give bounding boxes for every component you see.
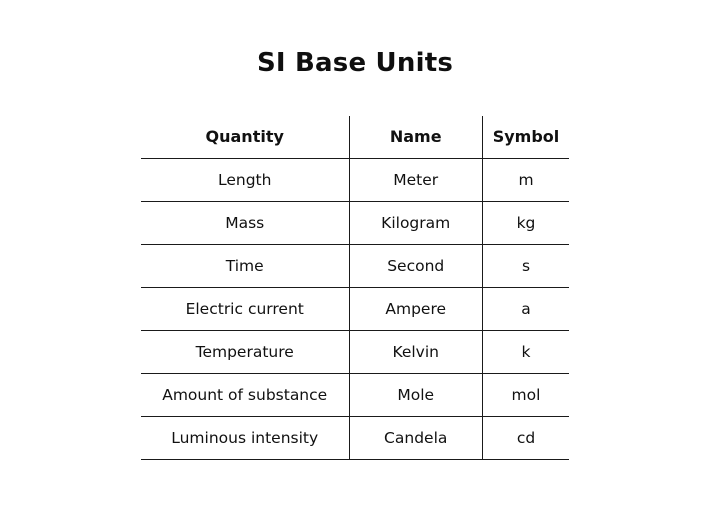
cell-name-text: Second — [387, 257, 445, 275]
cell-name-text: Candela — [384, 429, 448, 447]
cell-name-text: Ampere — [385, 300, 447, 318]
cell-name — [349, 245, 482, 288]
cell-symbol — [482, 374, 569, 417]
page-title: SI Base Units — [256, 48, 453, 78]
cell-quantity — [141, 288, 350, 331]
cell-symbol-text: mol — [511, 386, 541, 404]
cell-symbol-text: k — [521, 343, 531, 361]
cell-symbol — [482, 202, 569, 245]
table-row — [141, 202, 570, 245]
cell-symbol-text: m — [518, 171, 534, 189]
cell-quantity-text: Amount of substance — [162, 386, 328, 404]
cell-symbol — [482, 159, 569, 202]
cell-name-text: Meter — [393, 171, 439, 189]
table-header — [141, 116, 570, 159]
cell-quantity — [141, 374, 350, 417]
cell-symbol-text: a — [521, 300, 531, 318]
column-header-name-label: Name — [389, 127, 442, 146]
cell-quantity — [141, 202, 350, 245]
table-header-row — [141, 116, 570, 159]
cell-symbol-text: kg — [516, 214, 536, 232]
cell-name-text: Kilogram — [381, 214, 451, 232]
cell-symbol-text: cd — [516, 429, 536, 447]
cell-name-text: Kelvin — [392, 343, 439, 361]
cell-symbol — [482, 417, 569, 460]
cell-name — [349, 331, 482, 374]
cell-quantity — [141, 159, 350, 202]
table-row — [141, 288, 570, 331]
cell-name — [349, 202, 482, 245]
si-base-units-table — [141, 116, 570, 460]
cell-quantity-text: Temperature — [195, 343, 294, 361]
cell-name — [349, 159, 482, 202]
cell-quantity-text: Electric current — [185, 300, 304, 318]
column-header-symbol-label: Symbol — [492, 127, 560, 146]
column-header-name — [349, 116, 482, 159]
cell-quantity-text: Time — [225, 257, 264, 275]
cell-quantity — [141, 331, 350, 374]
column-header-symbol — [482, 116, 569, 159]
cell-symbol-text: s — [521, 257, 531, 275]
cell-symbol — [482, 288, 569, 331]
cell-name — [349, 374, 482, 417]
cell-name-text: Mole — [397, 386, 435, 404]
table-container — [0, 116, 710, 460]
cell-quantity-text: Mass — [225, 214, 265, 232]
cell-quantity-text: Length — [217, 171, 272, 189]
column-header-quantity — [141, 116, 350, 159]
cell-symbol — [482, 331, 569, 374]
table-body — [141, 159, 570, 460]
cell-quantity — [141, 417, 350, 460]
column-header-quantity-label: Quantity — [205, 127, 284, 146]
table-row — [141, 245, 570, 288]
cell-symbol — [482, 245, 569, 288]
table-row — [141, 417, 570, 460]
cell-quantity-text: Luminous intensity — [171, 429, 319, 447]
table-row — [141, 159, 570, 202]
cell-name — [349, 288, 482, 331]
table-row — [141, 331, 570, 374]
table-row — [141, 374, 570, 417]
cell-name — [349, 417, 482, 460]
cell-quantity — [141, 245, 350, 288]
